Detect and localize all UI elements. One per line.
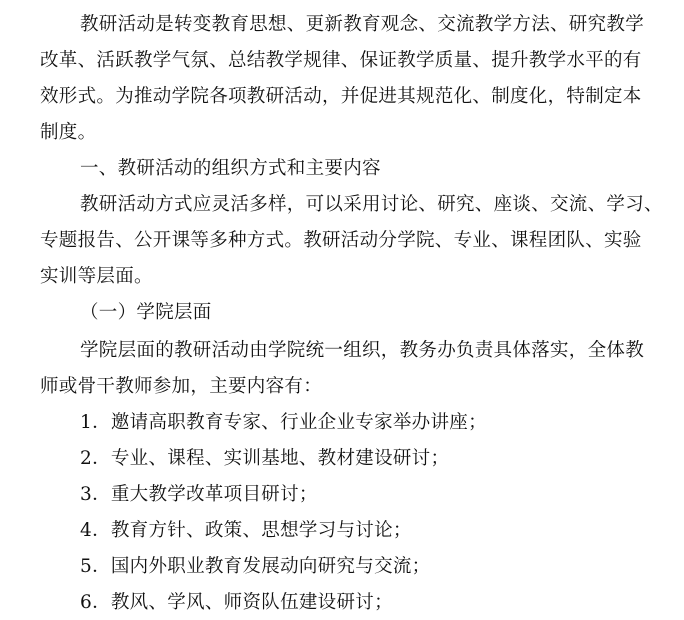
subsection-para-line-1: 学院层面的教研活动由学院统一组织，教务办负责具体落实，全体教 bbox=[80, 340, 645, 361]
subsection-heading: （一）学院层面 bbox=[80, 302, 212, 323]
list-item: 3．重大教学改革项目研讨； bbox=[80, 484, 318, 505]
list-item: 4．教育方针、政策、思想学习与讨论； bbox=[80, 520, 412, 541]
section-para-line-2: 专题报告、公开课等多种方式。教研活动分学院、专业、课程团队、实验 bbox=[40, 230, 642, 251]
intro-line-2: 改革、活跃教学气氛、总结教学规律、保证教学质量、提升教学水平的有 bbox=[40, 50, 642, 71]
section-para-line-3: 实训等层面。 bbox=[40, 266, 153, 287]
intro-line-3: 效形式。为推动学院各项教研活动，并促进其规范化、制度化，特制定本 bbox=[40, 86, 642, 107]
intro-line-1: 教研活动是转变教育思想、更新教育观念、交流教学方法、研究教学 bbox=[80, 14, 645, 35]
list-item: 5．国内外职业教育发展动向研究与交流； bbox=[80, 556, 431, 577]
section-heading: 一、教研活动的组织方式和主要内容 bbox=[80, 158, 381, 179]
list-item: 6．教风、学风、师资队伍建设研讨； bbox=[80, 592, 393, 613]
subsection-para-line-2: 师或骨干教师参加，主要内容有： bbox=[40, 376, 323, 397]
intro-line-4: 制度。 bbox=[40, 122, 97, 143]
list-item: 2．专业、课程、实训基地、教材建设研讨； bbox=[80, 448, 450, 469]
list-item: 1．邀请高职教育专家、行业企业专家举办讲座； bbox=[80, 412, 487, 433]
section-para-line-1: 教研活动方式应灵活多样，可以采用讨论、研究、座谈、交流、学习、 bbox=[80, 194, 663, 215]
